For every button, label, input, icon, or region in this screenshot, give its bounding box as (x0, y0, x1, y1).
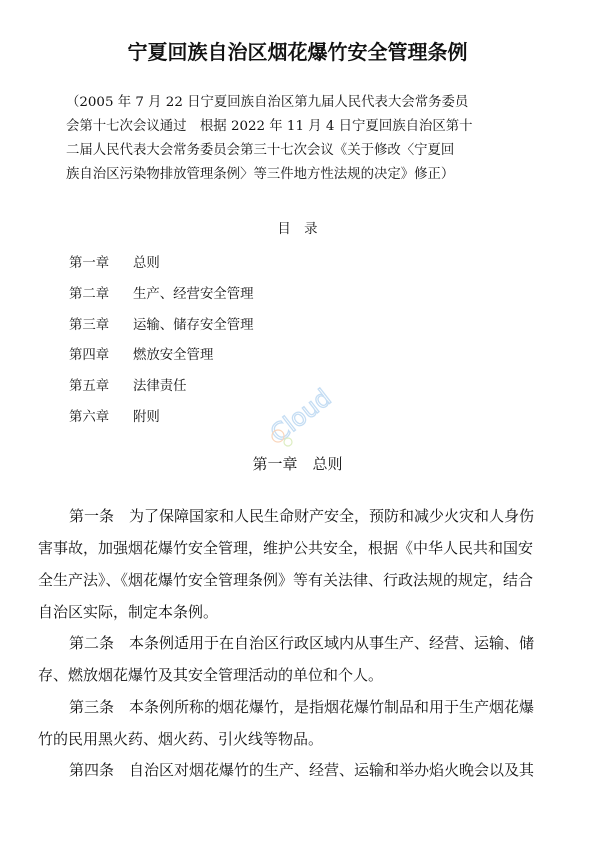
toc-chapter-number: 第三章 (69, 318, 110, 333)
toc-chapter-label: 燃放安全管理 (133, 348, 214, 363)
article-line: 自治区实际，制定本条例。 (38, 603, 219, 621)
toc-chapter-number: 第四章 (69, 348, 110, 363)
toc-item[interactable] (69, 344, 213, 363)
toc-item[interactable] (69, 406, 160, 425)
toc-item[interactable] (69, 252, 160, 271)
article-line: 第一条 为了保障国家和人民生命财产安全，预防和减少火灾和人身伤 (69, 507, 535, 525)
toc-chapter-label: 运输、储存安全管理 (133, 318, 254, 333)
toc-item[interactable] (69, 283, 254, 302)
article-line: 竹的民用黑火药、烟火药、引火线等物品。 (38, 730, 324, 748)
toc-chapter-label: 生产、经营安全管理 (133, 287, 254, 302)
toc-chapter-label: 附则 (133, 410, 160, 425)
article-line: 存、燃放烟花爆竹及其安全管理活动的单位和个人。 (38, 666, 384, 684)
toc-chapter-number: 第五章 (69, 379, 110, 394)
chapter-heading: 第一章 总则 (252, 455, 343, 473)
toc-chapter-label: 总则 (133, 256, 160, 271)
note-line: 族自治区污染物排放管理条例〉等三件地方性法规的决定》修正） (66, 167, 455, 182)
article-line: 第三条 本条例所称的烟花爆竹，是指烟花爆竹制品和用于生产烟花爆 (69, 698, 535, 716)
article-line: 全生产法》、《烟花爆竹安全管理条例》等有关法律、行政法规的规定，结合 (38, 571, 534, 589)
toc-item[interactable] (69, 375, 187, 394)
toc-title: 目 录 (277, 222, 318, 237)
article-line: 害事故，加强烟花爆竹安全管理，维护公共安全，根据《中华人民共和国安 (38, 539, 534, 557)
note-line: 会第十七次会议通过 根据 2022 年 11 月 4 日宁夏回族自治区第十 (66, 119, 473, 134)
article-line: 第二条 本条例适用于在自治区行政区域内从事生产、经营、运输、储 (69, 634, 535, 652)
note-line: （2005 年 7 月 22 日宁夏回族自治区第九届人民代表大会常务委员 (66, 95, 469, 110)
note-line: 二届人民代表大会常务委员会第三十七次会议《关于修改〈宁夏回 (66, 143, 455, 158)
toc-chapter-number: 第二章 (69, 287, 110, 302)
amendment-note (66, 91, 536, 187)
watermark-text: Cloud (265, 383, 337, 448)
document-title: 宁夏回族自治区烟花爆竹安全管理条例 (127, 40, 468, 64)
article-line: 第四条 自治区对烟花爆竹的生产、经营、运输和举办焰火晚会以及其 (69, 761, 535, 779)
toc-chapter-number: 第六章 (69, 410, 110, 425)
toc-item[interactable] (69, 314, 254, 333)
toc-chapter-number: 第一章 (69, 256, 110, 271)
toc-chapter-label: 法律责任 (133, 379, 187, 394)
cloud-watermark-logo (258, 378, 348, 450)
